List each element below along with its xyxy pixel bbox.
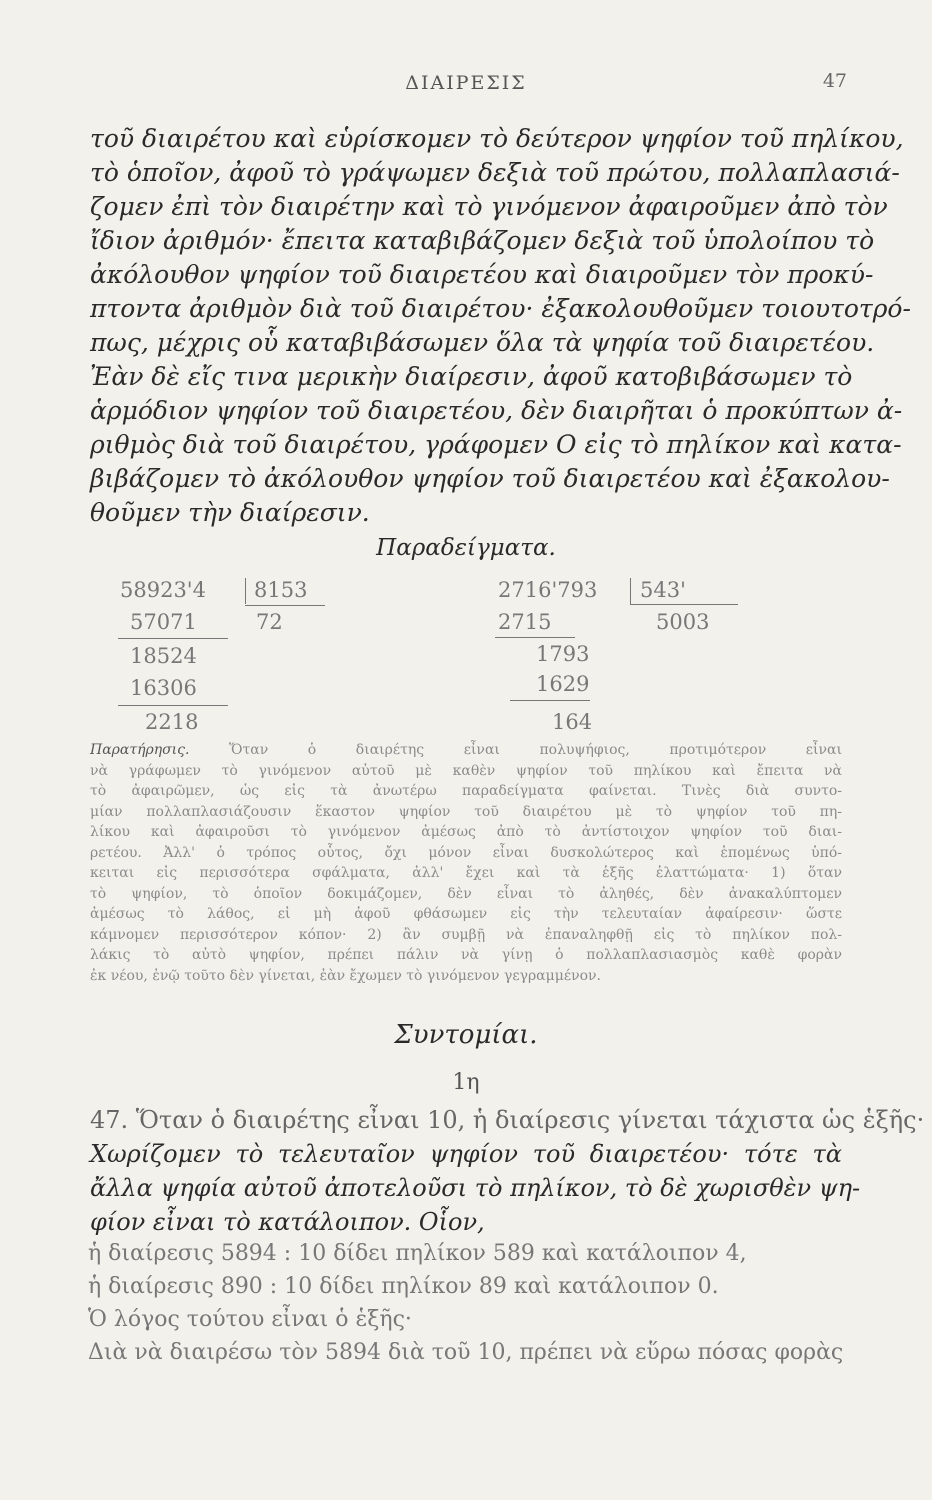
dividend: 2716'793: [498, 578, 598, 602]
step-remainder: 18524: [130, 644, 197, 668]
step-rule: [118, 638, 228, 639]
step-rule: [118, 705, 228, 706]
text-line: πως, μέχρις οὗ καταβιβάσωμεν ὅλα τὰ ψηφία τοῦ διαιρετέου.: [90, 328, 875, 357]
text-line: τὸ ὁποῖον, ἀφοῦ τὸ γράψωμεν δεξιὰ τοῦ πρώτου, πολλαπλασιά-: [90, 158, 900, 187]
examples-heading: Παραδείγματα.: [376, 535, 556, 561]
divisor: 8153: [254, 578, 308, 602]
text-line: 47. Ὅταν ὁ διαιρέτης εἶναι 10, ἡ διαίρεσις γίνεται τάχιστα ὡς ἑξῆς·: [90, 1106, 925, 1134]
text-line: Διὰ νὰ διαιρέσω τὸν 5894 διὰ τοῦ 10, πρέπει νὰ εὕρω πόσας φορὰς: [88, 1340, 844, 1365]
text-line: τὸ ψηφίον, τὸ ὁποῖον δοκιμάζομεν, δὲν εἶναι τὸ ἀληθές, δὲν ἀνακαλύπτομεν: [90, 885, 842, 902]
text-line: ρετέου. Ἀλλ' ὁ τρόπος οὗτος, ὄχι μόνον εἶναι δυσκολώτερος καὶ ἑπομένως ὑπό-: [90, 844, 842, 861]
text-line: ἀμέσως τὸ λάθος, εἰ μὴ ἀφοῦ φθάσωμεν εἰς τὴν τελευταίαν ἀφαίρεσιν· ὥστε: [90, 906, 842, 922]
divisor-rule: [630, 604, 738, 605]
divisor-rule: [245, 605, 325, 606]
main-paragraph: [90, 122, 911, 530]
text-line: λάκις τὸ αὐτὸ ψηφίον, πρέπει πάλιν νὰ γίνῃ ὁ πολλαπλασιασμὸς καθὲ φορὰν: [90, 947, 842, 963]
step-rule: [510, 700, 590, 701]
text-line: θοῦμεν τὴν διαίρεσιν.: [90, 498, 370, 527]
step-product: 16306: [130, 676, 197, 700]
text-line: ἁρμόδιον ψηφίον τοῦ διαιρετέου, δὲν διαιρῆται ὁ προκύπτων ἀ-: [90, 396, 903, 425]
text-line: νὰ γράφωμεν τὸ γινόμενον αὐτοῦ μὲ καθὲν ψηφίον τοῦ πηλίκου καὶ ἔπειτα νὰ: [90, 762, 842, 779]
text-line: βιβάζομεν τὸ ἀκόλουθον ψηφίον τοῦ διαιρετέου καὶ ἐξακολου-: [90, 464, 890, 493]
text-line: ζομεν ἐπὶ τὸν διαιρέτην καὶ τὸ γινόμενον ἀφαιροῦμεν ἀπὸ τὸν: [90, 192, 888, 221]
text-line: Χωρίζομεν τὸ τελευταῖον ψηφίον τοῦ διαιρετέου· τότε τὰ: [90, 1140, 842, 1168]
quotient: 5003: [656, 610, 710, 634]
section-title: Συντομίαι.: [394, 1020, 538, 1050]
text-line: Ἐὰν δὲ εἴς τινα μερικὴν διαίρεσιν, ἀφοῦ κατοβιβάσωμεν τὸ: [90, 362, 853, 391]
page-number: 47: [822, 70, 847, 92]
step-rule: [495, 637, 575, 638]
text-line: μίαν πολλαπλασιάζουσιν ἕκαστον ψηφίον τοῦ διαιρέτου μὲ τὸ ψηφίον τοῦ πη-: [90, 803, 842, 820]
paragraph-47: [90, 1103, 925, 1239]
text-line: ἐκ νέου, ἐνῷ τοῦτο δὲν γίνεται, ἐὰν ἔχωμεν τὸ γινόμενον γεγραμμένον.: [90, 967, 601, 984]
division-bar: [245, 578, 246, 604]
text-line: ἄλλα ψηφία αὐτοῦ ἀποτελοῦσι τὸ πηλίκον, τὸ δὲ χωρισθὲν ψη-: [90, 1174, 861, 1202]
text-line: ἡ διαίρεσις 890 : 10 δίδει πηλίκον 89 καὶ κατάλοιπον 0.: [88, 1274, 719, 1299]
text-line: κάμνομεν περισσότερον κόπον· 2) ἂν συμβῇ νὰ ἐπαναληφθῇ εἰς τὸ πηλίκον πολ-: [90, 926, 842, 943]
text-line: κειται εἰς περισσότερα σφάλματα, ἀλλ' ἔχει καὶ τὰ ἑξῆς ἐλαττώματα· 1) ὅταν: [90, 865, 842, 881]
subsection-label: 1η: [452, 1070, 480, 1095]
text-line: ἀκόλουθον ψηφίον τοῦ διαιρετέου καὶ διαιροῦμεν τὸν προκύ-: [90, 260, 874, 289]
step-product: 1629: [536, 672, 590, 696]
text-line: Ὁ λόγος τούτου εἶναι ὁ ἑξῆς·: [88, 1307, 412, 1332]
running-header: ΔΙΑΙΡΕΣΙΣ: [405, 72, 527, 94]
remark-paragraph: [90, 740, 842, 986]
text-line: Παρατήρησις. Ὅταν ὁ διαιρέτης εἶναι πολυψήφιος, προτιμότερον εἶναι: [90, 742, 842, 758]
text-line: τοῦ διαιρέτου καὶ εὑρίσκομεν τὸ δεύτερον ψηφίον τοῦ πηλίκου,: [90, 124, 904, 153]
text-line: ἡ διαίρεσις 5894 : 10 δίδει πηλίκον 589 καὶ κατάλοιπον 4,: [88, 1241, 747, 1266]
step-product: 57071: [130, 610, 197, 634]
remark-lead: Παρατήρησις.: [90, 742, 190, 758]
divisor: 543': [640, 578, 686, 602]
text-line: ἴδιον ἀριθμόν· ἔπειτα καταβιβάζομεν δεξιὰ τοῦ ὑπολοίπου τὸ: [90, 226, 875, 255]
text-line: φίον εἶναι τὸ κατάλοιπον. Οἷον,: [90, 1208, 485, 1236]
text-line: λίκου καὶ ἀφαιροῦσι τὸ γινόμενον ἀμέσως ἀπὸ τὸ ἀντίστοιχον ψηφίον τοῦ διαι-: [90, 824, 842, 840]
text-line: τὸ ἀφαιρῶμεν, ὡς εἰς τὰ ἀνωτέρω παραδείγματα φαίνεται. Τινὲς διὰ συντο-: [90, 783, 842, 799]
example-lines: [88, 1237, 842, 1369]
text-line: πτοντα ἀριθμὸν διὰ τοῦ διαιρέτου· ἐξακολουθοῦμεν τοιουτοτρό-: [90, 294, 911, 323]
final-remainder: 2218: [145, 710, 199, 734]
final-remainder: 164: [552, 710, 593, 734]
step-remainder: 1793: [536, 642, 590, 666]
division-bar: [630, 578, 631, 604]
dividend: 58923'4: [120, 578, 206, 602]
text-line: ριθμὸς διὰ τοῦ διαιρέτου, γράφομεν Ο εἰς τὸ πηλίκον καὶ κατα-: [90, 430, 902, 459]
quotient: 72: [256, 610, 283, 634]
step-product: 2715: [498, 610, 552, 634]
